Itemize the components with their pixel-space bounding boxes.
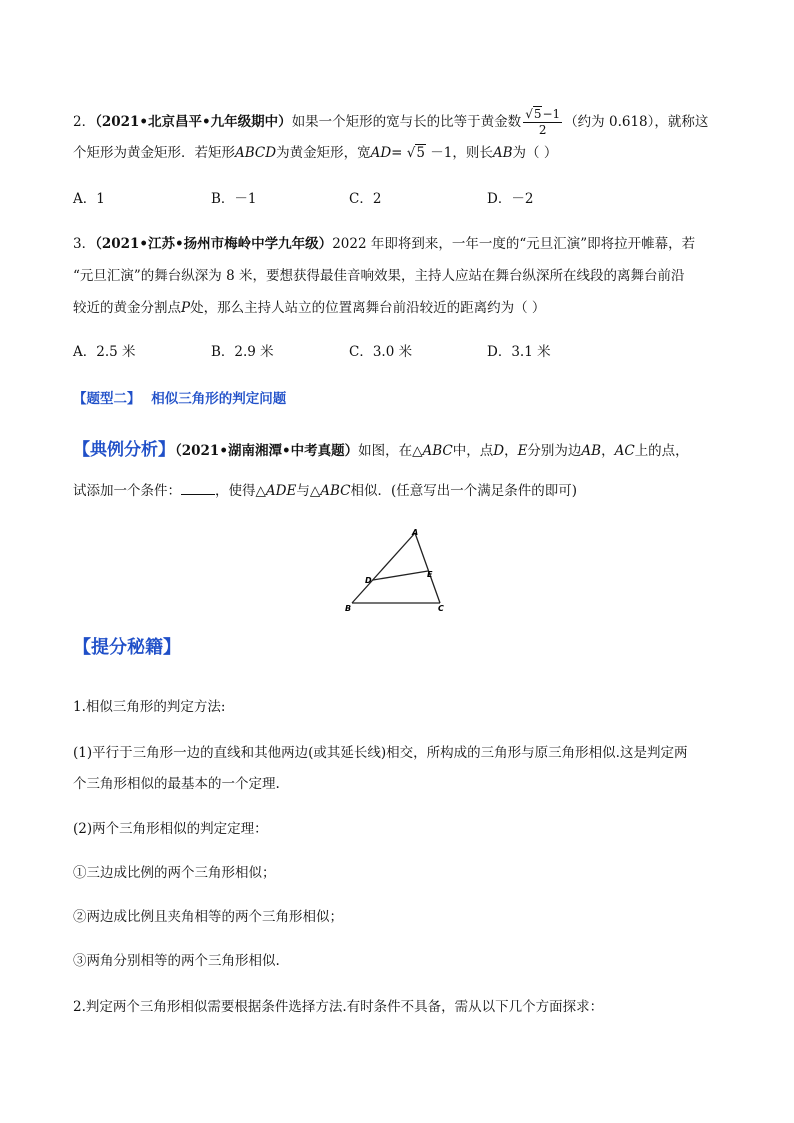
label-c: C: [438, 604, 444, 613]
section-bracket: 【题型二】: [73, 391, 141, 407]
tips-line-8: 2.判定两个三角形相似需要根据条件选择方法.有时条件不具备，需从以下几个方面探求：: [73, 999, 604, 1015]
example-text-c: 分别为边: [527, 443, 582, 459]
example-var-d: D: [493, 443, 505, 459]
q2-text-2b: 为黄金矩形，宽: [276, 145, 371, 161]
q3-text-3a: 较近的黄金分割点: [73, 300, 181, 316]
example-heading: 【典例分析】: [73, 440, 175, 460]
tips-heading: 【提分秘籍】: [73, 637, 181, 658]
q2-line-1: [73, 107, 708, 138]
example-var-ab: AB: [581, 443, 602, 459]
example-text-a: 如图，在△: [358, 443, 423, 459]
q2-var-ad: AD: [370, 145, 392, 161]
q2-option-b[interactable]: B．－1: [211, 191, 257, 207]
example-sep: ，: [601, 443, 615, 459]
example-var-ade: ADE: [265, 483, 297, 499]
q2-text-approx: （约为 0.618），就称这: [564, 114, 709, 130]
example-text-d: 上的点，: [634, 443, 689, 459]
q2-option-a[interactable]: A．1: [73, 191, 105, 207]
label-d: D: [365, 576, 372, 585]
q3-line-3: [73, 298, 545, 318]
q3-text-2: “元旦汇演”的舞台纵深为 8 米，要想获得最佳音响效果，主持人应站在舞台纵深所在线段的离舞台前沿: [73, 268, 685, 284]
example-var-abc: ABC: [422, 443, 453, 459]
tips-line-5: ①三边成比例的两个三角形相似；: [73, 865, 276, 881]
q2-text: 如果一个矩形的宽与长的比等于黄金数: [291, 114, 522, 130]
q3-options: [73, 342, 673, 362]
example-var-e: E: [517, 443, 528, 459]
example-text-2d: 相似．(任意写出一个满足条件的即可): [350, 483, 578, 499]
q3-option-b[interactable]: B．2.9 米: [211, 344, 274, 360]
q2-text-2d: 为（ ）: [512, 145, 558, 161]
q3-option-c[interactable]: C．3.0 米: [349, 344, 413, 360]
answer-blank[interactable]: [181, 480, 215, 495]
q2-options: [73, 189, 673, 209]
triangle-figure: [340, 525, 460, 615]
example-comma: ，: [504, 443, 518, 459]
edge-ac: [415, 533, 440, 603]
q3-var-p: P: [181, 300, 191, 316]
example-var-abc2: ABC: [320, 483, 351, 499]
q2-text-2c: －1，则长: [430, 145, 493, 161]
example-line-1: [73, 440, 689, 461]
example-line-2: [73, 480, 577, 501]
tips-line-4: (2)两个三角形相似的判定定理：: [73, 821, 268, 837]
q3-line-1: [73, 234, 695, 254]
segment-de: [373, 571, 428, 580]
tips-line-2: (1)平行于三角形一边的直线和其他两边(或其延长线)相交，所构成的三角形与原三角形相似.这是判定两: [73, 745, 688, 761]
q3-option-d[interactable]: D．3.1 米: [487, 344, 551, 360]
q2-option-c[interactable]: C．2: [349, 191, 382, 207]
label-b: B: [345, 604, 352, 613]
q3-source: （2021•江苏•扬州市梅岭中学九年级）: [95, 236, 333, 252]
q2-text-2a: 个矩形为黄金矩形．若矩形: [73, 145, 235, 161]
q3-text-3b: 处，那么主持人站立的位置离舞台前沿较近的距离约为（ ）: [190, 300, 546, 316]
label-e: E: [427, 570, 433, 579]
tips-line-6: ②两边成比例且夹角相等的两个三角形相似；: [73, 909, 343, 925]
example-text-2b: ，使得△: [215, 483, 266, 499]
q2-number: 2．: [73, 114, 96, 130]
q3-line-2: [73, 266, 684, 286]
q2-radical: 5: [416, 145, 425, 161]
q2-source: （2021•北京昌平•九年级期中）: [95, 114, 292, 130]
example-text-b: 中，点: [452, 443, 494, 459]
q3-option-a[interactable]: A．2.5 米: [73, 344, 136, 360]
section-heading: [73, 387, 286, 411]
tips-line-1: 1.相似三角形的判定方法:: [73, 699, 226, 715]
q2-var-ab: AB: [492, 145, 513, 161]
example-text-2a: 试添加一个条件：: [73, 483, 181, 499]
example-source: （2021•湖南湘潭•中考真题）: [175, 443, 359, 459]
label-a: A: [412, 528, 419, 537]
q3-text-1: 2022 年即将到来，一年一度的“元旦汇演”即将拉开帷幕，若: [332, 236, 696, 252]
q3-number: 3．: [73, 236, 96, 252]
section-title: 相似三角形的判定问题: [151, 391, 287, 407]
q2-var-abcd: ABCD: [235, 145, 277, 161]
tips-line-7: ③两角分别相等的两个三角形相似.: [73, 953, 280, 969]
tips-line-3: 个三角形相似的最基本的一个定理.: [73, 776, 280, 792]
q2-option-d[interactable]: D．－2: [487, 191, 534, 207]
q2-line-2: 个矩形为黄金矩形．若矩形ABCD为黄金矩形，宽AD= √5 －1，则长AB为（ ）: [73, 145, 558, 161]
q2-eq: =: [391, 145, 403, 161]
golden-ratio-fraction: $\frac{√5-1}{2}$: [525, 107, 561, 137]
example-var-ac: AC: [614, 443, 635, 459]
example-text-2c: 与△: [296, 483, 321, 499]
edge-ab: [352, 533, 415, 603]
